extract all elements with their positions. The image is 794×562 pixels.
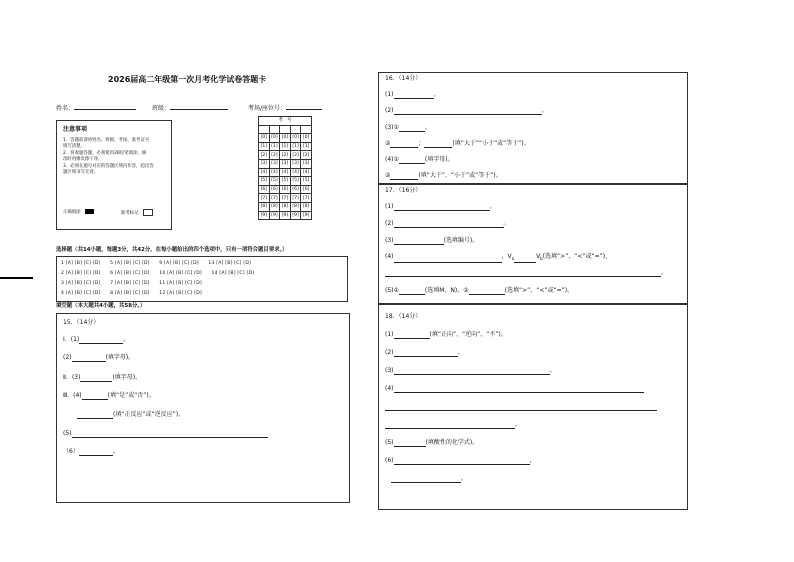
q17-v: V [536,253,541,260]
q16-label: (2) [385,107,394,114]
q17-line-4[interactable] [385,253,611,263]
q15-line-7[interactable] [63,448,119,456]
q15-label: （6） [63,448,79,455]
q18-period: 。 [457,349,464,356]
q15-line-1[interactable] [63,336,129,344]
q18-label: (1) [385,331,394,338]
q16-hint: (填字母)。 [424,156,454,163]
exam-digit-bubble[interactable]: [0] [301,134,312,143]
q17-line-1[interactable] [385,203,496,211]
alignment-mark [0,277,33,279]
q15-line-2[interactable] [63,354,134,362]
q16-label: (1) [385,91,394,98]
q15-label: Ⅱ．(3) [63,374,81,381]
q18-hint: (填“正向”、“逆向”、“不”)。 [429,331,507,338]
filled-mark-icon [85,209,94,214]
name-label: 姓名： [56,105,75,112]
q15-label: Ⅲ．(4) [63,392,82,399]
class-label: 班级： [152,105,171,112]
q16-line-5[interactable] [385,156,454,164]
q16-label: ② [385,172,391,179]
q18-period: 。 [461,475,468,482]
q18-label: (3) [385,367,394,374]
q17-period: 。 [503,220,510,227]
q15-label: (2) [63,354,72,361]
exam-digit-bubble[interactable]: [5] [269,177,280,186]
exam-digit-bubble[interactable]: [0] [290,134,301,143]
exam-digit-bubble[interactable]: [7] [280,194,291,203]
q16-period: 。 [424,124,431,131]
room-field[interactable] [248,103,322,113]
exam-digit-bubble[interactable]: [7] [290,194,301,203]
q18-hint: (填酸性的化学式)。 [425,439,479,446]
q17-label: (4) [385,253,394,260]
q15-line-4[interactable] [63,392,155,400]
q18-box [378,304,688,510]
absent-mark[interactable] [121,209,153,217]
exam-digit-bubble[interactable]: [1] [269,142,280,151]
absent-mark-label: 缺考标记 [121,211,139,216]
exam-digit-bubble[interactable]: [3] [280,159,291,168]
q15-hint: (填字母)。 [105,354,135,361]
class-field[interactable] [152,103,228,113]
q17-title: 17．（16分） [385,187,422,194]
q18-line-4c[interactable] [385,421,521,429]
exam-digit-bubble[interactable]: [3] [259,159,270,168]
q16-line-1[interactable] [385,91,440,99]
mc-row[interactable]: 4 [A] [B] [C] [D] 8 [A] [B] [C] [D] 12 [A] [B] [C] [D] [61,291,202,296]
q15-period: 。 [123,336,130,343]
q18-title: 18．（14分） [385,313,422,320]
q18-comma: ， [529,457,536,464]
exam-digit-bubble[interactable]: [9] [301,211,312,220]
q16-line-6[interactable] [385,172,502,180]
exam-digit-bubble[interactable]: [9] [259,211,270,220]
q15-box [56,313,350,503]
q15-period: 。 [112,448,119,455]
page-title: 2026届高二年级第一次月考化学试卷答题卡 [108,75,267,84]
exam-digit-bubble[interactable]: [8] [269,202,280,211]
q17-hint: (选填“>”、“<”或“=”)。 [504,287,574,294]
q16-box [378,72,688,184]
q17-hint: (选填编号)。 [443,237,479,244]
q18-line-6[interactable] [385,457,536,465]
exam-digit-bubble[interactable]: [8] [280,202,291,211]
q17-hint: (选填“>”、“<”或“=”)， [542,253,612,260]
exam-digit-bubble[interactable]: [2] [290,151,301,160]
q16-hint: (填“大于”、“小于”或“等于”)。 [418,172,502,179]
q17-line-3[interactable] [385,237,478,245]
exam-digit-bubble[interactable]: [7] [269,194,280,203]
q16-label: (3)① [385,124,399,131]
notice-item: 1．答题前请将姓名、班级、考场、准考证号 [63,138,150,143]
q18-line-7[interactable] [391,475,467,483]
q17-label: (2) [385,220,394,227]
q17-line-2[interactable] [385,220,510,228]
q18-label: (5) [385,439,394,446]
exam-digit-bubble[interactable]: [6] [301,185,312,194]
q17-label: (5)① [385,287,399,294]
q15-line-6[interactable] [63,430,268,438]
q18-period: 。 [515,421,522,428]
exam-digit-bubble[interactable]: [1] [280,142,291,151]
exam-digit-bubble[interactable]: [2] [269,151,280,160]
q15-hint: (填字母)。 [112,374,142,381]
exam-digit-bubble[interactable]: [1] [301,142,312,151]
exam-digit-bubble[interactable]: [9] [269,211,280,220]
q18-line-5[interactable] [385,439,478,447]
exam-digit-bubble[interactable]: [6] [269,185,280,194]
exam-number-write-cell[interactable] [301,125,312,134]
mc-row[interactable]: 3 [A] [B] [C] [D] 7 [A] [B] [C] [D] 11 [A] [B] [C] [D] [61,281,202,286]
room-label: 考场/座位号： [248,105,287,112]
notice-items [63,138,154,176]
exam-digit-bubble[interactable]: [8] [259,202,270,211]
q18-line-4b[interactable] [385,403,657,411]
mc-box [56,256,348,302]
q16-sep: ； [418,140,425,147]
q17-sub: a [511,256,515,262]
exam-digit-bubble[interactable]: [6] [280,185,291,194]
q15-title: 15．（14分） [63,319,100,326]
correct-fill-sample [63,209,94,216]
notice-item: 题区域书写无效。 [63,170,99,176]
name-field[interactable] [56,103,136,113]
q18-line-3[interactable] [385,367,556,375]
q18-label: (6) [385,457,394,464]
q16-line-4[interactable] [385,140,530,148]
q17-period: 。 [489,203,496,210]
exam-digit-bubble[interactable]: [2] [259,151,270,160]
exam-digit-bubble[interactable]: [3] [290,159,301,168]
exam-digit-bubble[interactable]: [4] [259,168,270,177]
exam-digit-bubble[interactable]: [4] [280,168,291,177]
q15-line-5[interactable] [77,411,184,419]
q17-line-5[interactable] [385,269,667,277]
q17-label: (1) [385,203,394,210]
q17-hint: (选填M、N)。② [424,287,469,294]
q16-hint: (填“大于”“小于”或“等于”)。 [452,140,530,147]
q16-label: (4)① [385,156,399,163]
exam-digit-bubble[interactable]: [4] [301,168,312,177]
q18-line-4[interactable] [385,385,644,393]
q17-line-6[interactable] [385,287,573,295]
q18-line-2[interactable] [385,349,464,357]
exam-digit-bubble[interactable]: [0] [280,134,291,143]
exam-digit-bubble[interactable]: [1] [259,142,270,151]
exam-digit-bubble[interactable]: [3] [301,159,312,168]
mc-title: 选择题（共14小题，每题3分，共42分，在每小题给出的四个选项中，只有一项符合题目要求。） [56,247,288,253]
exam-digit-bubble[interactable]: [8] [290,202,301,211]
q16-line-2[interactable] [385,107,548,115]
exam-digit-bubble[interactable]: [5] [280,177,291,186]
exam-digit-bubble[interactable]: [4] [269,168,280,177]
exam-digit-bubble[interactable]: [6] [259,185,270,194]
notice-item: 3．必须在题号对应的答题区域内作答，超出答 [63,163,154,169]
q16-title: 16．（14分） [385,75,422,82]
q15-hint: (填“正反应”或“逆反应”)。 [113,411,185,418]
q18-period: 。 [549,367,556,374]
correct-fill-label: 正确填涂 [63,210,81,215]
notice-item: 改时用橡皮擦干净。 [63,157,103,163]
q15-line-3[interactable] [63,374,141,382]
exam-digit-bubble[interactable]: [9] [290,211,301,220]
exam-digit-bubble[interactable]: [7] [301,194,312,203]
exam-digit-bubble[interactable]: [8] [301,202,312,211]
q15-hint: (填“是”或“否”)。 [107,392,155,399]
q15-label: Ⅰ．(1) [63,336,80,343]
notice-item: 填写清楚。 [63,144,85,150]
exam-digit-bubble[interactable]: [5] [290,177,301,186]
q17-v: ，V [501,253,512,260]
exam-digit-bubble[interactable]: [5] [301,177,312,186]
q17-period: 。 [661,269,668,276]
exam-digit-bubble[interactable]: [2] [280,151,291,160]
mc-row[interactable]: 2 [A] [B] [C] [D] 6 [A] [B] [C] [D] 10 [A] [B] [C] [D] 14 [A] [B] [C] [D] [61,271,255,276]
exam-digit-bubble[interactable]: [0] [269,134,280,143]
empty-box-icon[interactable] [143,209,153,216]
exam-number-grid [258,116,312,220]
q18-label: (4) [385,385,394,392]
exam-digit-bubble[interactable]: [3] [269,159,280,168]
q17-sub: b [540,256,543,262]
exam-digit-bubble[interactable]: [9] [280,211,291,220]
exam-digit-bubble[interactable]: [5] [259,177,270,186]
exam-number-header: 考 号 [259,117,312,126]
exam-digit-bubble[interactable]: [4] [290,168,301,177]
exam-number-write-cell[interactable] [259,125,270,134]
notice-title: 注意事项 [63,126,88,133]
q16-period: 。 [541,107,548,114]
q16-line-3[interactable] [385,124,431,132]
q17-box [378,184,688,304]
q16-label: ② [385,140,391,147]
q16-period: 。 [433,91,440,98]
fill-title: 填空题（本大题共4小题，共58分。） [56,303,146,309]
exam-digit-bubble[interactable]: [2] [301,151,312,160]
notice-item: 2．客观题答题，必须使用2B铅笔填涂，修 [63,150,147,156]
q17-label: (3) [385,237,394,244]
exam-digit-bubble[interactable]: [0] [259,134,270,143]
exam-number-write-cell[interactable] [280,125,291,134]
notice-box [56,120,172,230]
exam-number-write-cell[interactable] [290,125,301,134]
mc-row[interactable]: 1 [A] [B] [C] [D] 5 [A] [B] [C] [D] 9 [A] [B] [C] [D] 13 [A] [B] [C] [D] [61,261,252,266]
exam-digit-bubble[interactable]: [7] [259,194,270,203]
q15-label: (5) [63,430,72,437]
q18-line-1[interactable] [385,331,507,339]
exam-digit-bubble[interactable]: [1] [290,142,301,151]
q18-label: (2) [385,349,394,356]
exam-digit-bubble[interactable]: [6] [290,185,301,194]
exam-number-write-cell[interactable] [269,125,280,134]
